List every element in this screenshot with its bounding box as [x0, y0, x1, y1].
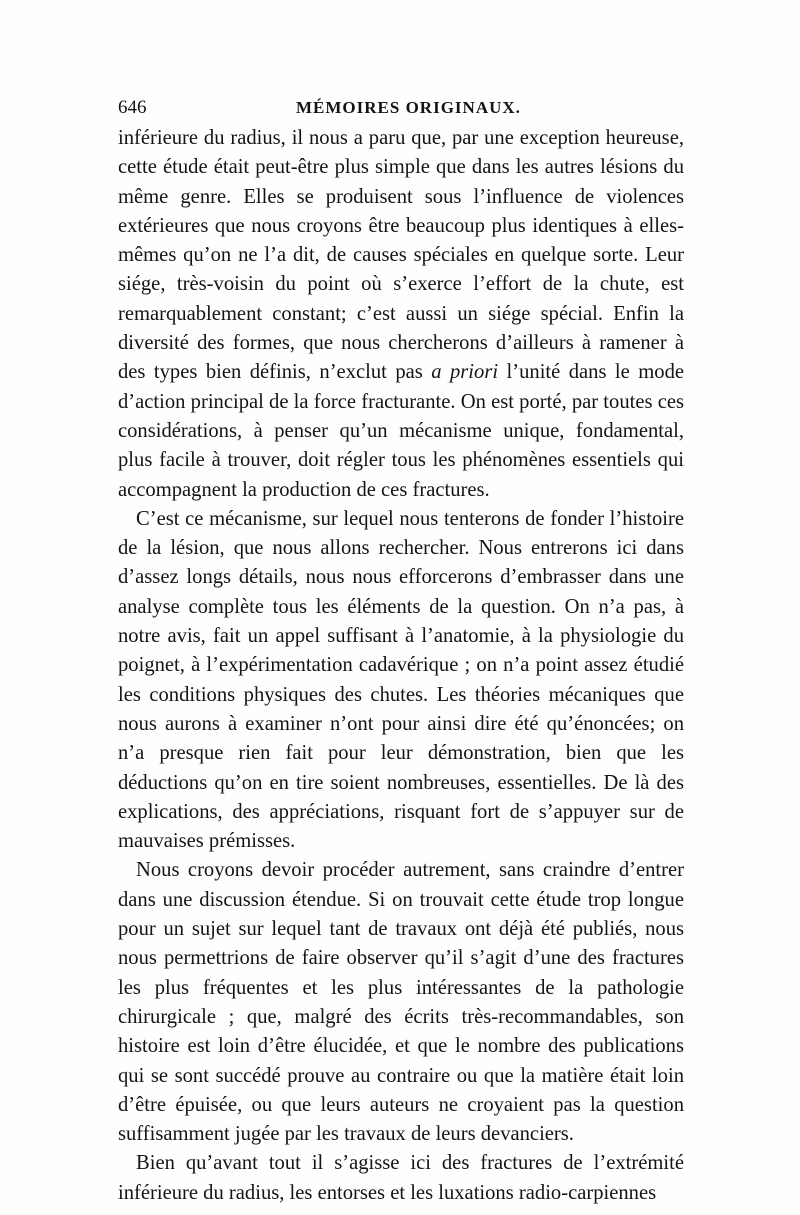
paragraph-1-text-b: l’unité dans le mode d’action principal de la force fracturante. On est porté, par toutes ces considérations, à penser qu’un mécanisme unique, fondamental, plus facile à trouver, doit régler tous les phénomènes essentiels qui accompagnent la production de ces fractures.: [118, 361, 685, 501]
running-head: [118, 94, 684, 122]
paragraph-2: C’est ce mécanisme, sur lequel nous tenterons de fonder l’histoire de la lésion, que nous allons rechercher. Nous entrerons ici dans d’assez longs détails, nous nous efforcerons d’embrasser dans une analyse complète tous les éléments de la question. On n’a pas, à notre avis, fait un appel suffisant à l’anatomie, à la physiologie du poignet, à l’expérimentation cadavérique ; on n’a point assez étudié les conditions physiques des chutes. Les théories mécaniques que nous aurons à examiner n’ont pour ainsi dire été qu’énoncées; on n’a presque rien fait pour leur démonstration, bien que les déductions qu’on en tire soient nombreuses, essentielles. De là des explications, des appréciations, risquant fort de s’appuyer sur de mauvaises prémisses.: [118, 507, 684, 853]
body-text: [118, 124, 684, 1208]
paragraph-4: Bien qu’avant tout il s’agisse ici des fractures de l’extrémité inférieure du radius, les entorses et les luxations radio-carpiennes: [118, 1152, 684, 1204]
page-number: 646: [118, 97, 147, 118]
paragraph-1-text-a: inférieure du radius, il nous a paru que, par une exception heureuse, cette étude était peut-être plus simple que dans les autres lésions du même genre. Elles se produisent sous l’influence de violences extérieures que nous croyons être beaucoup plus identiques à elles-mêmes qu’on ne l’a dit, de causes spéciales en quelque sorte. Leur siége, très-voisin du point où s’exerce l’effort de la chute, est remarquablement constant; c’est aussi un siége spécial. Enfin la diversité des formes, que nous chercherons d’ailleurs à ramener à des types bien définis, n’exclut pas: [118, 127, 684, 384]
paragraph-1: [118, 124, 684, 505]
italic-phrase: a priori: [431, 361, 499, 384]
paragraph-3: Nous croyons devoir procéder autrement, sans craindre d’entrer dans une discussion étendue. Si on trouvait cette étude trop longue pour un sujet sur lequel tant de travaux ont déjà été publiés, nous nous permettrions de faire observer qu’il s’agit d’une des fractures les plus fréquentes et les plus intéressantes de la pathologie chirurgicale ; que, malgré des écrits très-recommandables, son histoire est loin d’être élucidée, et que le nombre des publications qui se sont succédé prouve au contraire ou que la matière était loin d’être épuisée, ou que leurs auteurs ne croyaient pas la question suffisamment jugée par les travaux de leurs devanciers.: [118, 859, 684, 1146]
running-title: MÉMOIRES ORIGINAUX.: [296, 98, 521, 117]
